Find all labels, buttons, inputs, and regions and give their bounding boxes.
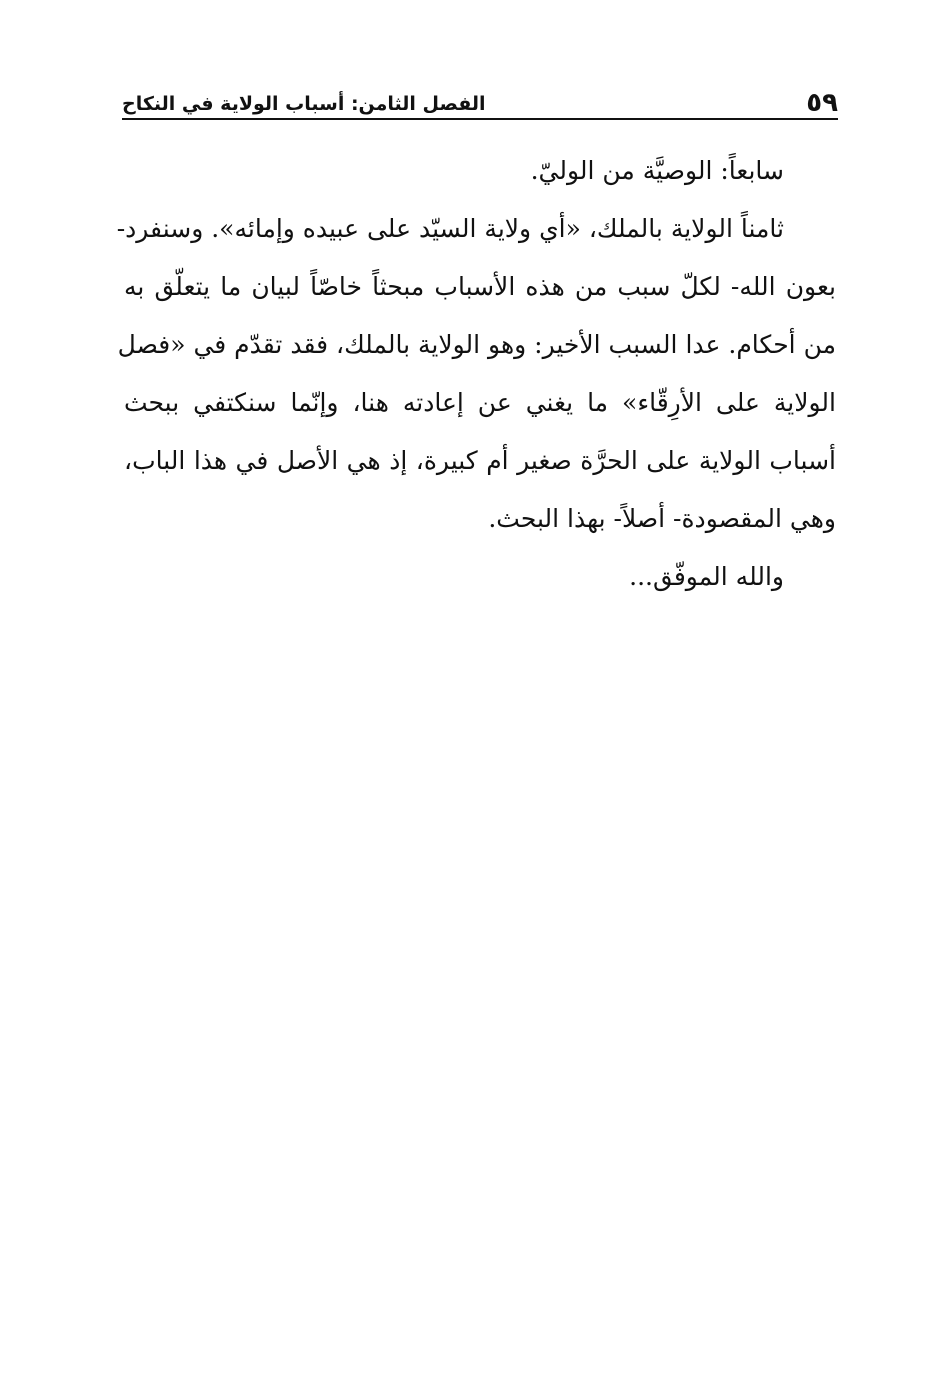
text-line: من أحكام. عدا السبب الأخير: وهو الولاية بالملك، فقد تقدّم في «فصل <box>117 330 836 359</box>
text-line: الولاية على الأرِقّاء» ما يغني عن إعادته هنا، وإنّما سنكتفي ببحث <box>124 388 836 417</box>
chapter-title: الفصل الثامن: أسباب الولاية في النكاح <box>122 93 486 115</box>
running-header <box>122 86 838 120</box>
text-line: أسباب الولاية على الحرَّة صغير أم كبيرة، إذ هي الأصل في هذا الباب، <box>124 446 836 475</box>
text-line: بعون الله- لكلّ سبب من هذه الأسباب مبحثاً خاصّاً لبيان ما يتعلّق به <box>124 272 836 301</box>
text-line: وهي المقصودة- أصلاً- بهذا البحث. <box>488 504 836 533</box>
text-line: سابعاً: الوصيَّة من الوليّ. <box>530 156 784 185</box>
text-line: والله الموفّق... <box>629 562 784 591</box>
text-line: ثامناً الولاية بالملك، «أي ولاية السيّد على عبيده وإمائه». وسنفرد- <box>116 214 784 243</box>
body-text <box>116 142 836 606</box>
page-number: ٥٩ <box>806 88 838 118</box>
